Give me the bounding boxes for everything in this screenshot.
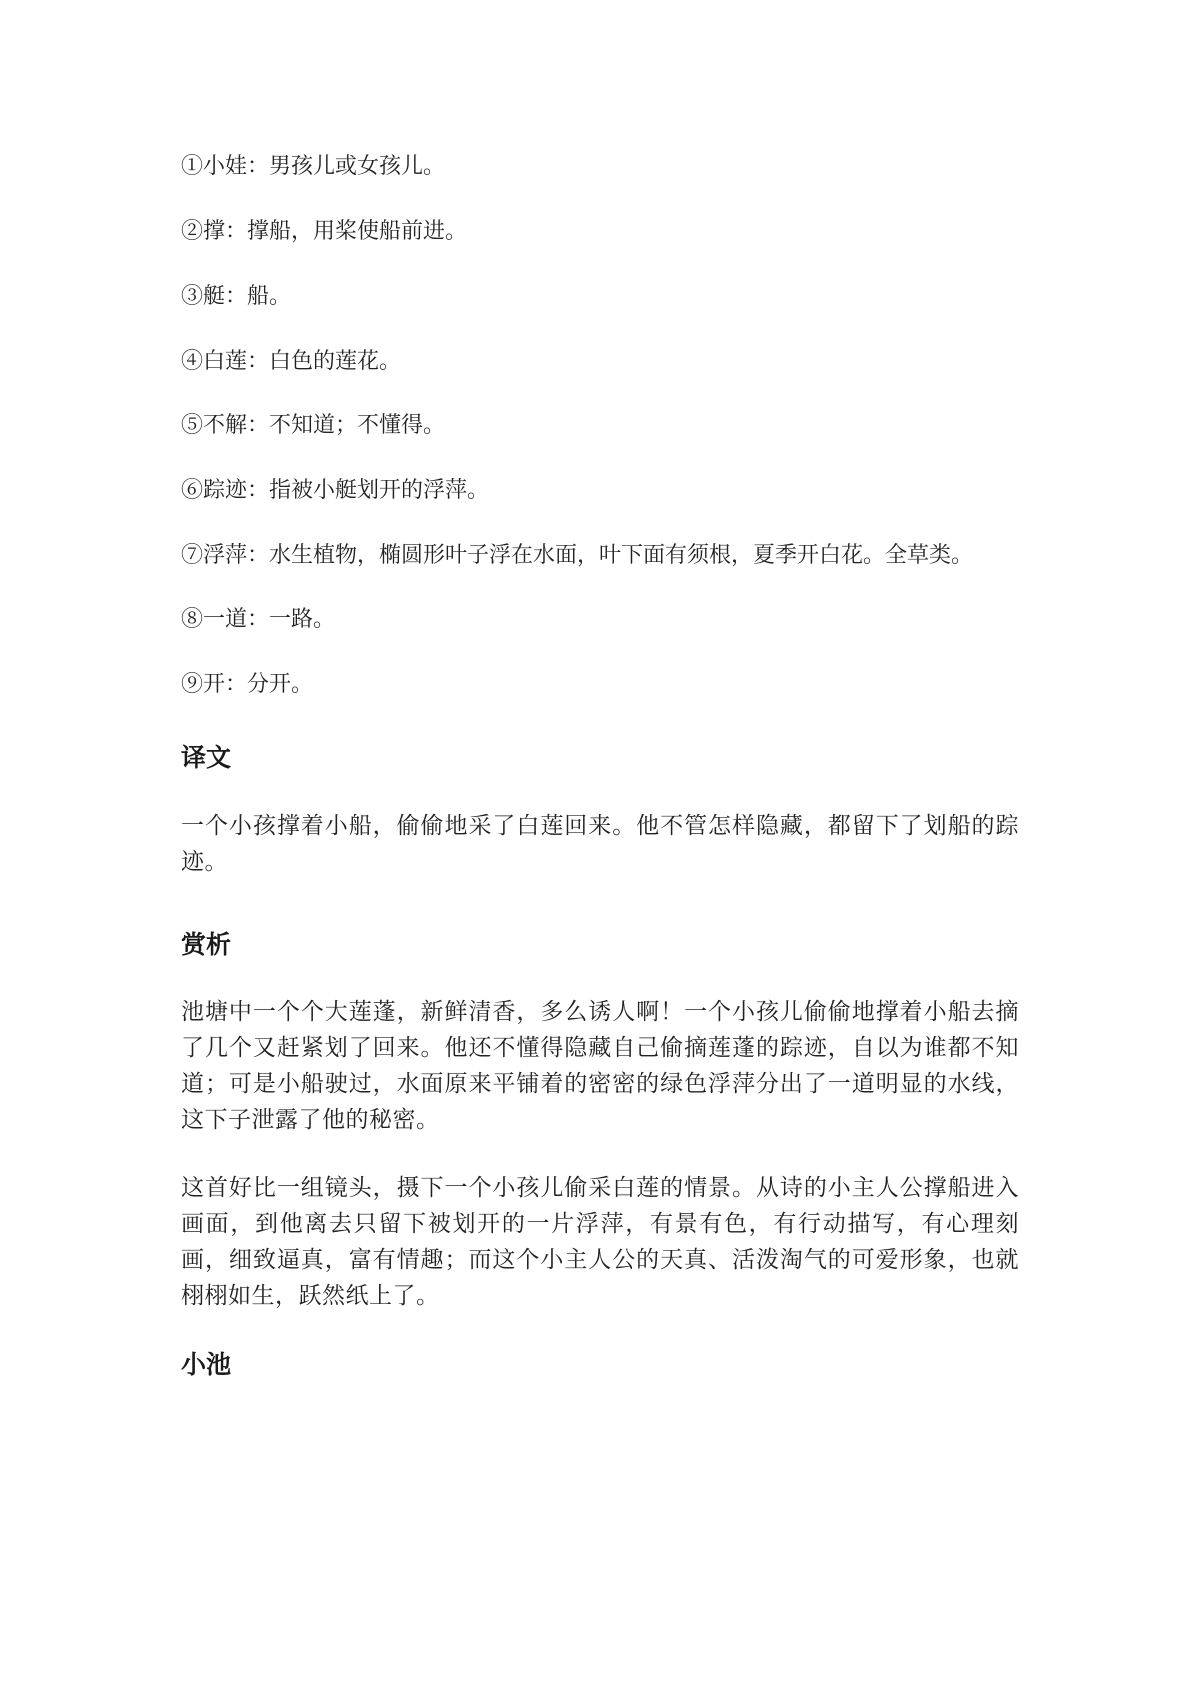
note-6: ⑥踪迹：指被小艇划开的浮萍。 [181, 478, 490, 503]
appreciation-heading: 赏析 [181, 930, 232, 959]
appreciation-paragraph-1: 池塘中一个个大莲蓬，新鲜清香，多么诱人啊！一个小孩儿偷偷地撑着小船去摘了几个又赶紧划了回来。他还不懂得隐藏自己偷摘莲蓬的踪迹，自以为谁都不知道；可是小船驶过，水面原来平铺着的密密的绿色浮萍分出了一道明显的水线，这下子泄露了他的秘密。 [181, 999, 1019, 1133]
translation-text: 一个小孩撑着小船，偷偷地采了白莲回来。他不管怎样隐藏，都留下了划船的踪迹。 [181, 813, 1019, 875]
note-1: ①小娃：男孩儿或女孩儿。 [181, 154, 446, 179]
translation-heading: 译文 [181, 743, 232, 772]
note-9: ⑨开：分开。 [181, 672, 314, 697]
note-7: ⑦浮萍：水生植物，椭圆形叶子浮在水面，叶下面有须根，夏季开白花。全草类。 [181, 543, 974, 568]
next-section-heading: 小池 [181, 1350, 232, 1379]
note-3: ③艇：船。 [181, 284, 292, 309]
appreciation-paragraph-2: 这首好比一组镜头，摄下一个小孩儿偷采白莲的情景。从诗的小主人公撑船进入画面，到他离去只留下被划开的一片浮萍，有景有色，有行动描写，有心理刻画，细致逼真，富有情趣；而这个小主人公的天真、活泼淘气的可爱形象，也就栩栩如生，跃然纸上了。 [181, 1175, 1019, 1309]
note-2: ②撑：撑船，用桨使船前进。 [181, 219, 468, 244]
note-8: ⑧一道：一路。 [181, 607, 336, 632]
note-5: ⑤不解：不知道；不懂得。 [181, 413, 446, 438]
note-4: ④白莲：白色的莲花。 [181, 349, 402, 374]
